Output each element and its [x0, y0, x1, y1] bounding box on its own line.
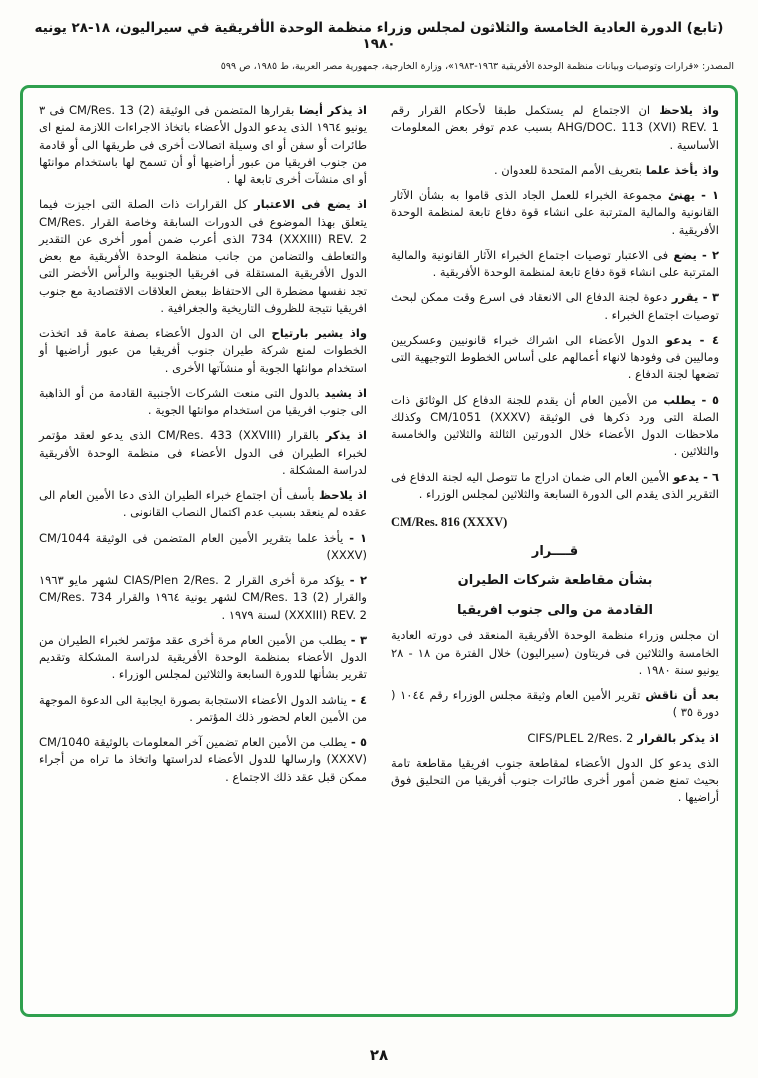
paragraph-body: اذ يلاحظ بأسف أن اجتماع خبراء الطيران الذى دعا الأمين العام الى عقده لم ينعقد بسبب عدم اكتمال النصاب القانونى .: [39, 488, 367, 520]
paragraph-body: ٢ - يؤكد مرة أخرى القرار CIAS/Plen 2/Res. 2 لشهر مايو ١٩٦٣ والقرار CM/Res. 13 (2) لشهر يونية ١٩٦٤ والقرار CM/Res. 734 (XXXIII) REV. 2 لسنة ١٩٧٩ .: [39, 573, 367, 622]
page-number: ٢٨: [369, 1046, 389, 1064]
paragraph-body: اذ يذكر أيضا بقرارها المتضمن فى الوثيقة CM/Res. 13 (2) فى ٣ يونيو ١٩٦٤ الذى يدعو الدول الأعضاء باتخاذ الاجراءات اللازمة لمنع اى طائرات أو سفن أو اى وسيلة اتصالات أخرى فى طريقها الى أو قادمة من جنوب افريقيا من عبور أراضيها أو أن تسمح لها باستخدام موانئها أو اى منشآت أخرى تابعة لها .: [39, 103, 367, 186]
paragraph-body: واذ يشير بارتياح الى ان الدول الأعضاء بصفة عامة قد اتخذت الخطوات لمنع شركة طيران جنوب أفريقيا من عبور أراضيها أو استخدام موانئها الجوية أو منشآتها الأخرى .: [39, 326, 367, 375]
paragraph-body: ٣ - يقرر دعوة لجنة الدفاع الى الانعقاد فى اسرع وقت ممكن لبحث توصيات اجتماع الخبراء .: [391, 290, 719, 322]
paragraph-body: ٢ - يضع فى الاعتبار توصيات اجتماع الخبراء الآثار القانونية والمالية المترتبة على انشاء قوة دفاع تابعة لمنظمة الوحدة الأفريقية .: [391, 247, 720, 279]
paragraph-body: ١ - يهنئ مجموعة الخبراء للعمل الجاد الذى قاموا به بشأن الآثار القانونية والمالية المترتبة على انشاء قوة دفاع تابعة لمنظمة الوحدة الأفريقية .: [391, 188, 719, 237]
paragraph-title: قــــرار: [531, 543, 579, 559]
paragraph-title: بشأن مقاطعة شركات الطيران: [457, 573, 653, 589]
paragraph-body: ٣ - يطلب من الأمين العام مرة أخرى عقد مؤتمر لخبراء الطيران من الدول الأعضاء بمنظمة الوحدة الأفريقية لدراسة المشكلة وتقديم تقرير بشأنها للدورة السابعة والثلاثين لمجلس الوزراء .: [39, 632, 367, 682]
right-column: [391, 102, 719, 1004]
paragraph-body: بعد أن ناقش تقرير الأمين العام وثيقة مجلس الوزراء رقم ١٠٤٤ ( دورة ٣٥ ): [391, 688, 719, 720]
columns: [39, 102, 719, 1004]
content-box: [20, 85, 738, 1017]
paragraph-body: ٥ - يطلب من الأمين العام تضمين آخر المعلومات بالوثيقة CM/1040 (XXXV) وارسالها للدول الأعضاء لدراستها واتخاذ ما تراه من أجراء ممكن قبل عقد ذلك الاجتماع .: [39, 735, 367, 784]
page-header: [20, 20, 738, 72]
header-source: المصدر: «قرارات وتوصيات وبيانات منظمة الوحدة الأفريقية ١٩٦٣-١٩٨٣»، وزارة الخارجية، جمهورية مصر العربية، ط ١٩٨٥، ص ٥٩٩: [220, 61, 734, 72]
paragraph-body: ١ - يأخذ علما بتقرير الأمين العام المتضمن فى الوثيقة CM/1044 (XXXV): [39, 530, 367, 562]
paragraph-body: اذ يذكر بالقرار CIFS/PLEL 2/Res. 2: [527, 730, 719, 745]
paragraph-body: ٥ - يطلب من الأمين العام أن يقدم للجنة الدفاع كل الوثائق ذات الصلة التى ورد ذكرها فى الوثيقة CM/1051 (XXXV) وكذلك ملاحظات الدول الأعضاء خلال الدورتين الثالثة والثلاثين والخامسة والثلاثين .: [391, 392, 719, 459]
paragraph-ref: CM/Res. 816 (XXXV): [391, 515, 508, 529]
header-title: (تابع) الدورة العادية الخامسة والثلاثون لمجلس وزراء منظمة الوحدة الأفريقية في سيراليون، ١٨-٢٨ يونيه ١٩٨٠: [34, 20, 724, 52]
paragraph-body: اذ يشيد بالدول التى منعت الشركات الأجنبية القادمة من أو الذاهبة الى جنوب افريقيا من استخدام موانئها الجوية .: [39, 385, 367, 417]
paragraph-body: ٤ - يناشد الدول الأعضاء الاستجابة بصورة ايجابية الى الدعوة الموجهة من الأمين العام لحضور ذلك المؤتمر .: [39, 692, 368, 724]
paragraph-body: ٦ - يدعو الأمين العام الى ضمان ادراج ما تتوصل اليه لجنة الدفاع فى التقرير الذى يقدم الى الدورة السابعة والثلاثين لمجلس الوزراء .: [391, 469, 719, 501]
paragraph-body: الذى يدعو كل الدول الأعضاء لمقاطعة جنوب افريقيا مقاطعة تامة بحيث تمنع ضمن أمور أخرى طائرات جنوب أفريقيا من التحليق فوق أراضيها .: [391, 755, 719, 805]
left-column: [39, 102, 367, 1004]
paragraph-body: اذ يضع فى الاعتبار كل القرارات ذات الصلة التى اجيزت فيما يتعلق بهذا الموضوع فى الدورات السابقة وخاصة القرار CM/Res. 734 (XXXIII) REV. 2 الذى أعرب ضمن أمور أخرى عن التقدير والتعاطف والتضامن من جانب منظمة الوحدة الأفريقية مع بعض الدول الأفريقية المستقلة فى افريقيا الجنوبية والرأس الأخضر التى تجد نفسها مضطرة الى الاحتفاظ ببعض العلاقات الاقتصادية مع جنوب افريقيا نتيجة للظروف التاريخية والجغرافية .: [39, 197, 368, 315]
paragraph-body: ٤ - يدعو الدول الأعضاء الى اشراك خبراء قانونيين وعسكريين وماليين فى وفودها لانهاء أعمالهم على أساس الخطوط التوجيهية التى تضعها لجنة الدفاع .: [391, 332, 719, 382]
page-footer: [0, 1045, 758, 1064]
paragraph-body: واذ يأخذ علما بتعريف الأمم المتحدة للعدوان .: [493, 162, 719, 177]
paragraph-body: اذ يذكر بالقرار CM/Res. 433 (XXVIII) الذى يدعو لعقد مؤتمر لخبراء الطيران فى الدول الأعضاء فى منظمة الوحدة الأفريقية لدراسة المشكلة .: [39, 428, 367, 477]
paragraph-body: ان مجلس وزراء منظمة الوحدة الأفريقية المنعقد فى دورته العادية الخامسة والثلاثين فى فريتاون (سيراليون) خلال الفترة من ١٨ - ٢٨ يونيو سنة ١٩٨٠ .: [391, 628, 720, 677]
paragraph-title: القادمة من والى جنوب افريقيا: [457, 602, 653, 618]
paragraph-body: واذ يلاحظ ان الاجتماع لم يستكمل طبقا لأحكام القرار رقم AHG/DOC. 113 (XVI) REV. 1 بسبب عدم توفر بعض المعلومات الأساسية .: [391, 103, 719, 152]
